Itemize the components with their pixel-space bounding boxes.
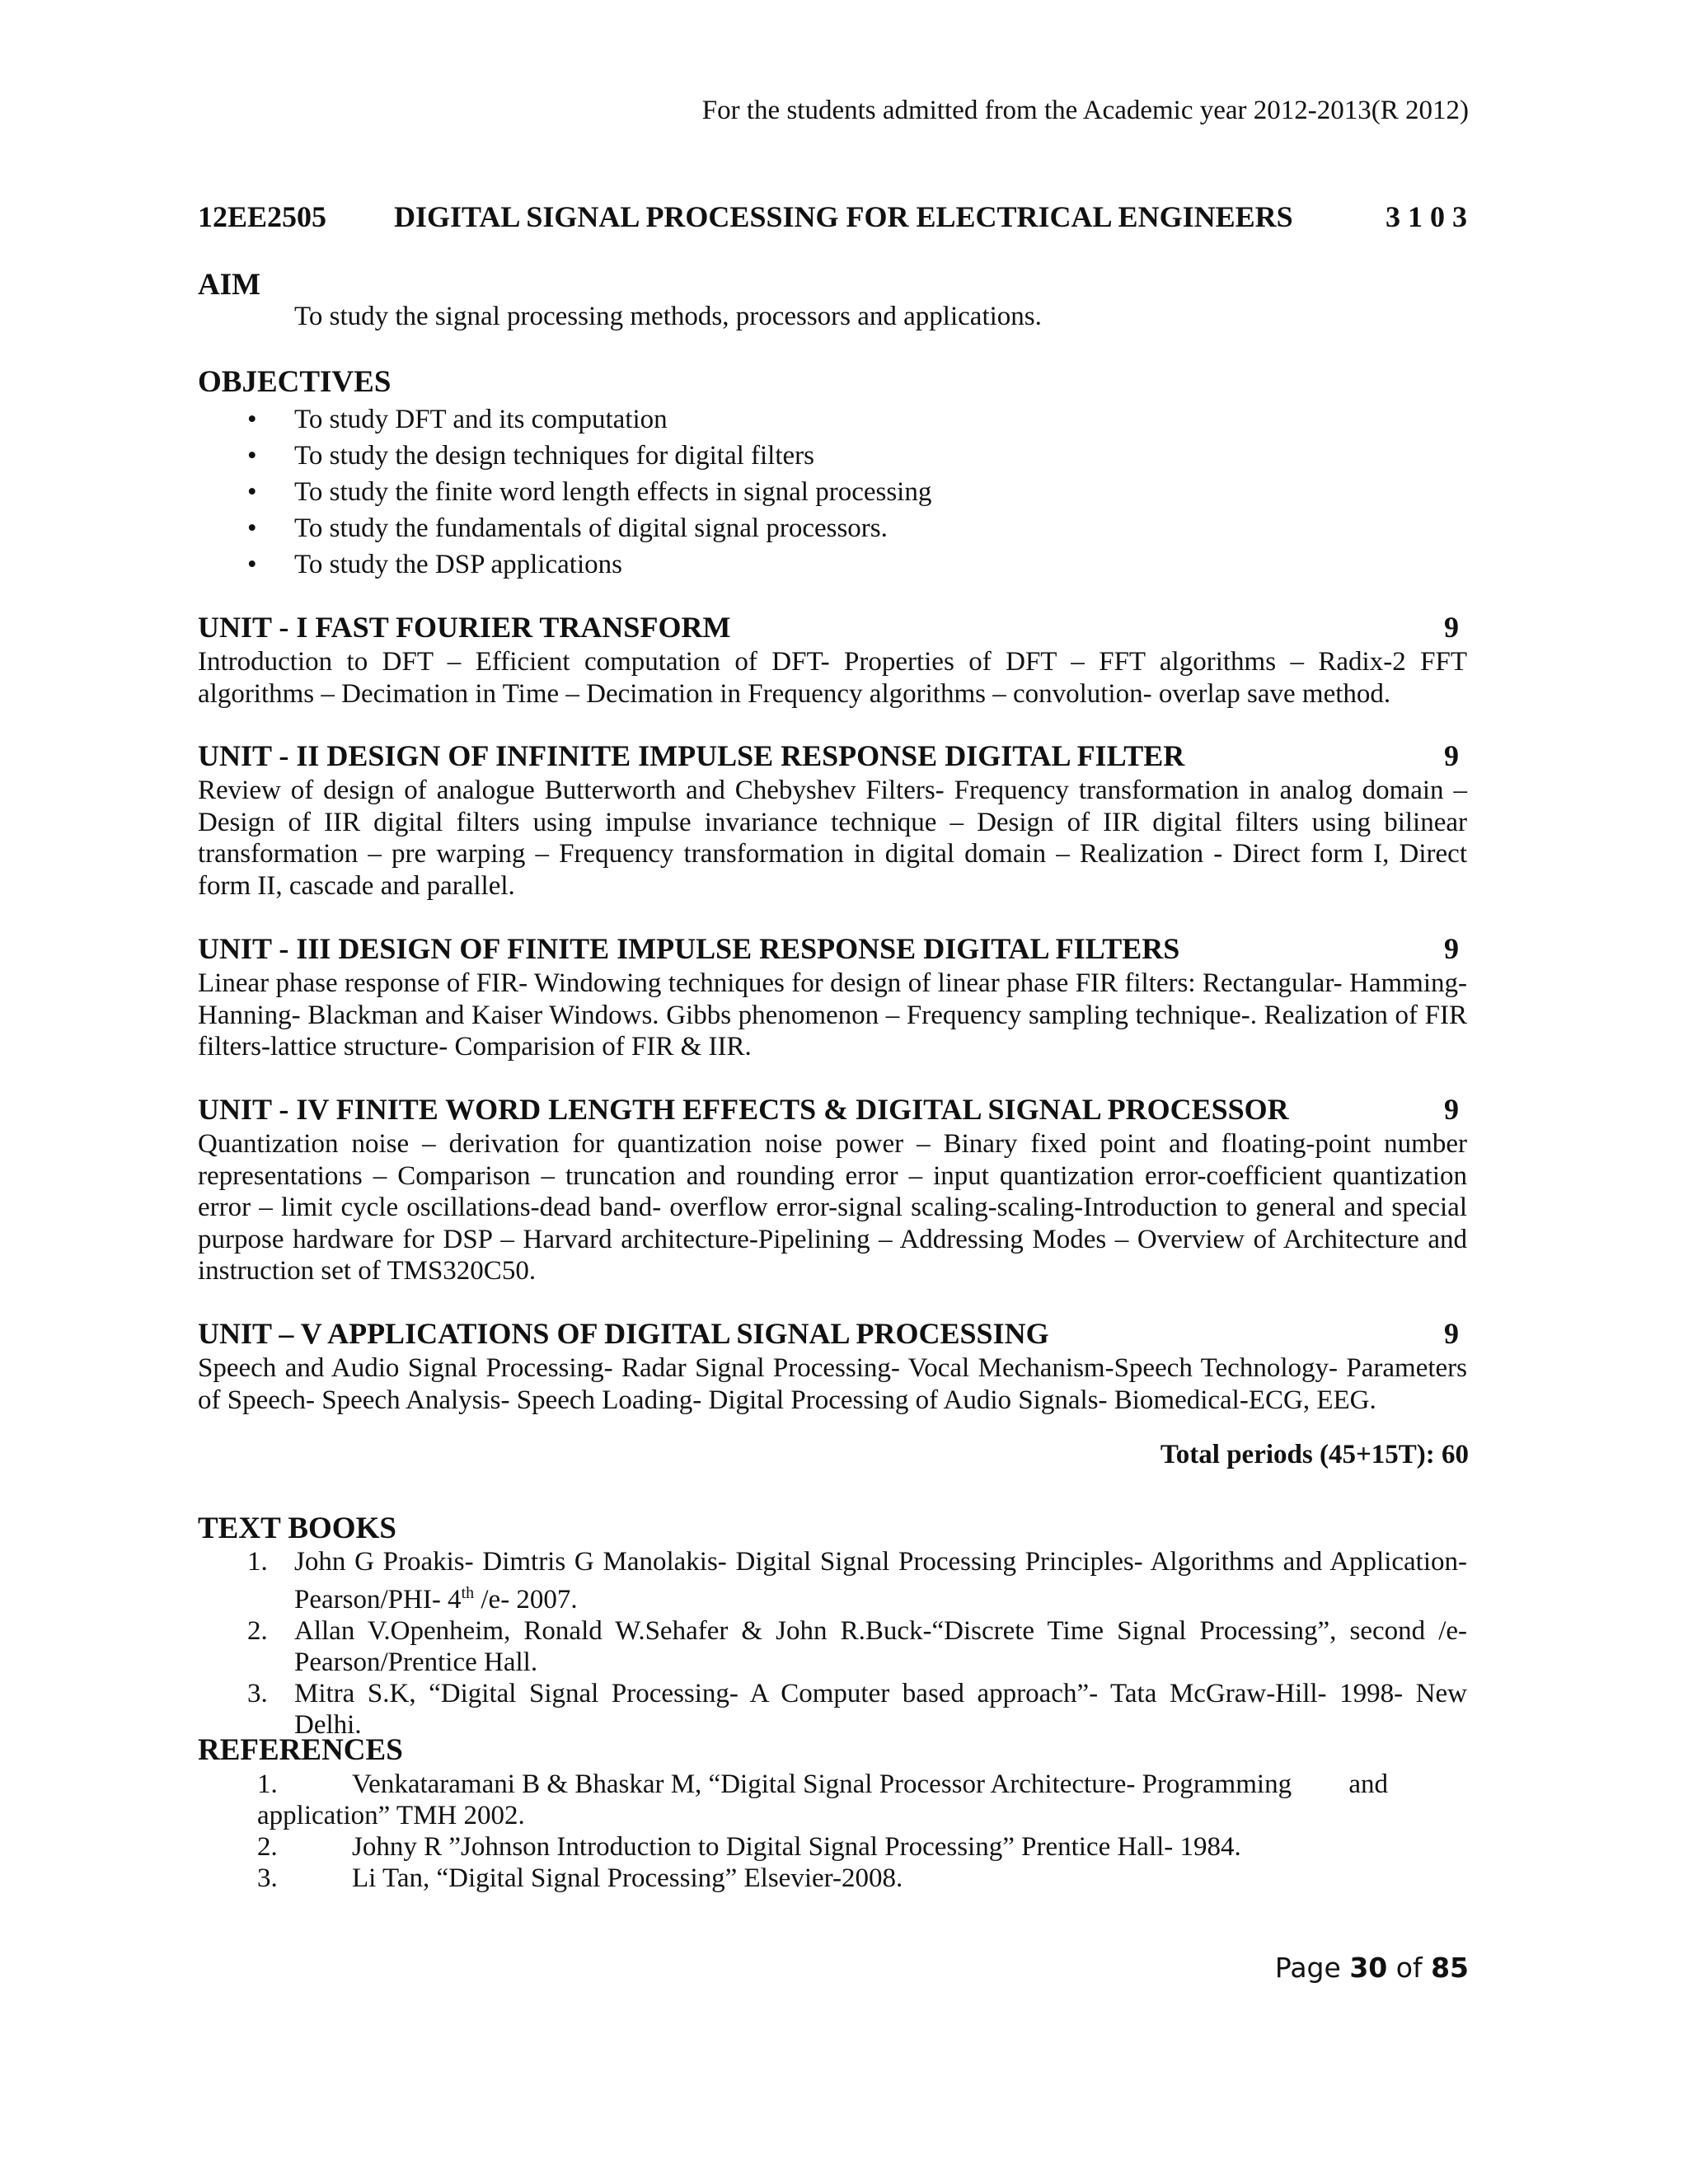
admission-note: For the students admitted from the Academic year 2012-2013(R 2012)	[701, 96, 1469, 125]
bullet-icon: •	[247, 441, 257, 471]
unit-4-heading	[198, 1092, 1467, 1127]
objectives-list	[198, 401, 931, 583]
unit-3-content: Linear phase response of FIR- Windowing techniques for design of linear phase FIR filters: Rectangular- Hamming- Hanning- Blackman and Kaiser Windows. Gibbs phenomenon – Frequency sampling technique-. Realization of FIR filters-lattice structure- Comparision of FIR & IIR.	[198, 968, 1467, 1062]
text-book-text: Mitra S.K, “Digital Signal Processing- A Computer based approach”- Tata McGraw-Hill- 1998- New Delhi.	[294, 1679, 1467, 1740]
text-book-text: Allan V.Openheim, Ronald W.Sehafer & John R.Buck-“Discrete Time Signal Processing”, second /e- Pearson/Prentice Hall.	[294, 1616, 1467, 1677]
text-book-item	[198, 1546, 1467, 1615]
aim-text: To study the signal processing methods, processors and applications.	[294, 302, 1042, 331]
aim-heading: AIM	[198, 268, 261, 302]
objective-text: To study the design techniques for digital filters	[294, 441, 814, 471]
reference-item	[257, 1831, 1411, 1863]
unit-title: UNIT - II DESIGN OF INFINITE IMPULSE RESPONSE DIGITAL FILTER	[198, 739, 1185, 772]
text-book-item	[198, 1615, 1467, 1678]
reference-item	[257, 1863, 1411, 1894]
page-number	[1275, 1952, 1469, 1984]
unit-hours: 9	[1444, 1317, 1459, 1350]
bullet-icon: •	[247, 513, 257, 543]
page-current: 30	[1349, 1952, 1388, 1984]
bullet-icon: •	[247, 477, 257, 507]
text-book-text-end: /e- 2007.	[474, 1585, 578, 1615]
item-number: 2.	[247, 1616, 268, 1646]
objective-item	[198, 438, 931, 474]
unit-5-heading	[198, 1316, 1467, 1351]
total-periods: Total periods (45+15T): 60	[1160, 1440, 1469, 1469]
unit-title: UNIT - III DESIGN OF FINITE IMPULSE RESPONSE DIGITAL FILTERS	[198, 932, 1180, 965]
item-number: 3.	[247, 1679, 268, 1708]
bullet-icon: •	[247, 550, 257, 579]
reference-text-main: Venkataramani B & Bhaskar M, “Digital Signal Processor Architecture- Programming	[352, 1769, 1292, 1799]
objectives-heading: OBJECTIVES	[198, 365, 392, 399]
unit-5-content: Speech and Audio Signal Processing- Radar Signal Processing- Vocal Mechanism-Speech Technology- Parameters of Speech- Speech Analysis- Speech Loading- Digital Processing of Audio Signals- Biomedical-ECG, EEG.	[198, 1353, 1467, 1415]
reference-text: Johny R ”Johnson Introduction to Digital Signal Processing” Prentice Hall- 1984.	[352, 1832, 1241, 1862]
text-books-list	[198, 1546, 1467, 1741]
course-code: 12EE2505	[198, 200, 327, 233]
superscript: th	[461, 1584, 475, 1602]
objective-item	[198, 510, 931, 546]
text-book-text: John G Proakis- Dimtris G Manolakis- Digital Signal Processing Principles- Algorithms and Application-Pearson/PHI- 4	[294, 1547, 1467, 1615]
unit-1-content: Introduction to DFT – Efficient computation of DFT- Properties of DFT – FFT algorithms – Radix-2 FFT algorithms – Decimation in Time – Decimation in Frequency algorithms – convolution- overlap save method.	[198, 647, 1467, 709]
unit-3-heading	[198, 931, 1467, 966]
objective-text: To study DFT and its computation	[294, 405, 668, 434]
references-list	[257, 1769, 1411, 1894]
objective-item	[198, 401, 931, 438]
reference-text	[257, 1769, 1411, 1800]
unit-hours: 9	[1444, 611, 1459, 644]
reference-item	[257, 1769, 1411, 1831]
objective-text: To study the finite word length effects in signal processing	[294, 477, 932, 507]
unit-title: UNIT - I FAST FOURIER TRANSFORM	[198, 611, 731, 644]
unit-4-content: Quantization noise – derivation for quantization noise power – Binary fixed point and floating-point number representations – Comparison – truncation and rounding error – input quantization error-coefficient quantization error – limit cycle oscillations-dead band- overflow error-signal scaling-scaling-Introduction to general and special purpose hardware for DSP – Harvard architecture-Pipelining – Addressing Modes – Overview of Architecture and instruction set of TMS320C50.	[198, 1129, 1467, 1286]
item-number: 3.	[257, 1863, 278, 1893]
unit-2-heading	[198, 738, 1467, 773]
objective-item	[198, 474, 931, 510]
unit-title: UNIT - IV FINITE WORD LENGTH EFFECTS & DIGITAL SIGNAL PROCESSOR	[198, 1093, 1289, 1126]
objective-text: To study the DSP applications	[294, 550, 622, 579]
unit-2-content: Review of design of analogue Butterworth and Chebyshev Filters- Frequency transformation in analog domain – Design of IIR digital filters using impulse invariance technique – Design of IIR digital filters using bilinear transformation – pre warping – Frequency transformation in digital domain – Realization - Direct form I, Direct form II, cascade and parallel.	[198, 776, 1467, 901]
reference-text-tail: and	[1348, 1769, 1388, 1799]
item-number: 1.	[257, 1769, 278, 1799]
unit-hours: 9	[1444, 1093, 1459, 1126]
item-number: 1.	[247, 1547, 268, 1577]
unit-title: UNIT – V APPLICATIONS OF DIGITAL SIGNAL PROCESSING	[198, 1317, 1049, 1350]
page-prefix: Page	[1274, 1952, 1341, 1984]
text-books-heading: TEXT BOOKS	[198, 1511, 396, 1545]
reference-continuation: application” TMH 2002.	[257, 1801, 525, 1830]
objective-text: To study the fundamentals of digital signal processors.	[294, 513, 888, 543]
unit-1-heading	[198, 610, 1467, 644]
item-number: 2.	[257, 1832, 278, 1862]
unit-hours: 9	[1444, 932, 1459, 965]
objective-item	[198, 546, 931, 583]
reference-text: Li Tan, “Digital Signal Processing” Elsevier-2008.	[352, 1863, 903, 1893]
course-credits: 3 1 0 3	[1386, 200, 1467, 233]
text-book-item	[198, 1678, 1467, 1741]
page-total: 85	[1431, 1952, 1469, 1984]
course-title: DIGITAL SIGNAL PROCESSING FOR ELECTRICAL ENGINEERS	[394, 200, 1293, 233]
page-of: of	[1395, 1952, 1423, 1984]
references-heading: REFERENCES	[198, 1733, 403, 1767]
unit-hours: 9	[1444, 739, 1459, 772]
bullet-icon: •	[247, 405, 257, 434]
